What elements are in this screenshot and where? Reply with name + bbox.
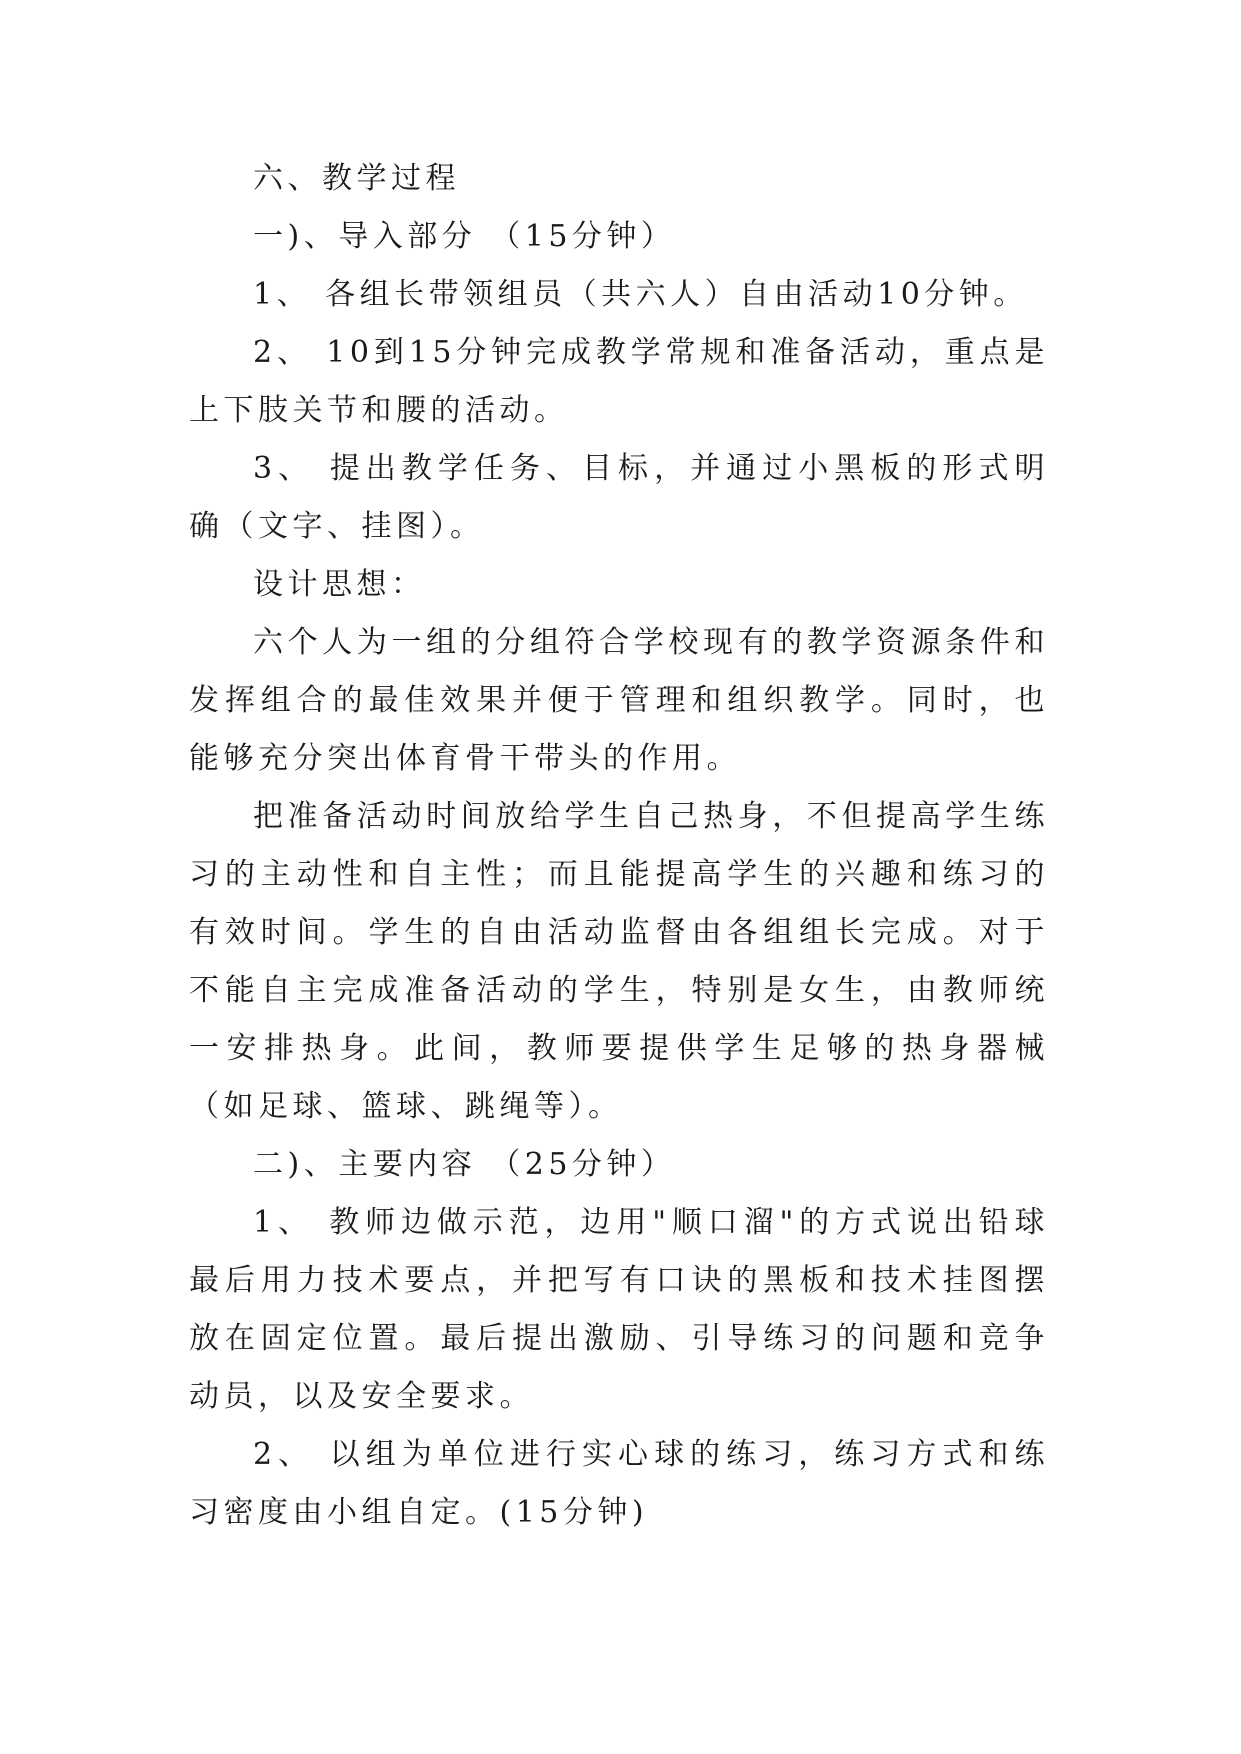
list-item: 1、 教师边做示范，边用"顺口溜"的方式说出铅球最后用力技术要点，并把写有口诀的黑板和技术挂图摆放在固定位置。最后提出激励、引导练习的问题和竞争动员，以及安全要求。 <box>189 1205 1049 1414</box>
list-item: 1、 各组长带领组员（共六人）自由活动10分钟。 <box>253 277 1028 312</box>
design-thinking-heading: 设计思想： <box>253 567 426 602</box>
body-paragraph: 把准备活动时间放给学生自己热身，不但提高学生练习的主动性和自主性；而且能提高学生的兴趣和练习的有效时间。学生的自由活动监督由各组组长完成。对于不能自主完成准备活动的学生，特别是女生，由教师统一安排热身。此间，教师要提供学生足够的热身器械（如足球、篮球、跳绳等）。 <box>189 799 1049 1124</box>
section-heading-teaching-process: 六、教学过程 <box>253 161 460 196</box>
document-body <box>189 150 1049 1542</box>
list-item: 3、 提出教学任务、目标，并通过小黑板的形式明确（文字、挂图）。 <box>189 451 1049 544</box>
subsection-heading-introduction: 一)、导入部分 （15分钟） <box>253 219 676 254</box>
list-item: 2、 10到15分钟完成教学常规和准备活动，重点是上下肢关节和腰的活动。 <box>189 335 1049 428</box>
body-paragraph: 六个人为一组的分组符合学校现有的教学资源条件和发挥组合的最佳效果并便于管理和组织教学。同时，也能够充分突出体育骨干带头的作用。 <box>189 625 1049 776</box>
subsection-heading-main-content: 二)、主要内容 （25分钟） <box>253 1147 676 1182</box>
list-item: 2、 以组为单位进行实心球的练习，练习方式和练习密度由小组自定。(15分钟) <box>189 1437 1049 1530</box>
